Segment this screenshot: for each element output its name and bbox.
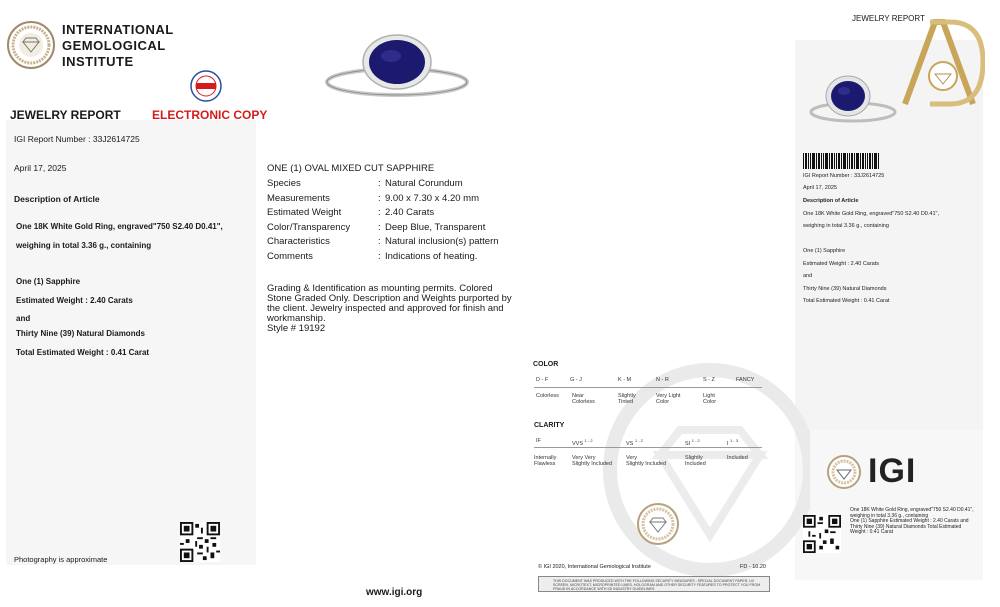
barcode-icon: [803, 153, 881, 169]
report-date: April 17, 2025: [14, 163, 67, 173]
spec-label-species: Species: [267, 178, 301, 189]
igi-seal-small-icon: [636, 502, 680, 546]
grading-line3: the client. Jewelry inspected and approved for finish and: [267, 303, 504, 314]
right-fine-print: [850, 508, 978, 536]
igi-logo-seal-icon: [826, 454, 862, 490]
spec-value-species: Natural Corundum: [385, 178, 463, 189]
description-line1: One 18K White Gold Ring, engraved"750 S2.40 D0.41",: [16, 222, 223, 231]
color-scale-line: [534, 387, 762, 388]
color-desc-very-light-color: Very Light Color: [656, 393, 681, 405]
spec-colon: :: [378, 178, 381, 189]
clarity-grade-vvs: VVS $^{1 - 2}$: [572, 438, 593, 447]
electronic-copy-label: ELECTRONIC COPY: [152, 108, 268, 122]
color-grade-df: D - F: [536, 377, 549, 383]
spec-colon: :: [378, 207, 381, 218]
item1-label: One (1) Sapphire: [16, 277, 81, 286]
qr-code-icon: [180, 522, 220, 562]
org-name-line1: INTERNATIONAL: [62, 22, 174, 37]
fine-print-line3: One (1) Sapphire Estimated Weight : 2.40 Carats and: [850, 518, 969, 525]
color-grade-fancy: FANCY: [736, 377, 755, 383]
and-label: and: [16, 314, 31, 323]
igi-logo-text: IGI: [868, 452, 917, 490]
spec-label-comments: Comments: [267, 251, 313, 262]
spec-label-characteristics: Characteristics: [267, 236, 330, 247]
clarity-grade-vs: VS $^{1 - 2}$: [626, 438, 643, 447]
right-item1: One (1) Sapphire: [803, 248, 846, 254]
right-jewelry-report-title: JEWELRY REPORT: [852, 14, 925, 23]
right-description-heading: Description of Article: [803, 198, 859, 204]
spec-label-color-transparency: Color/Transparency: [267, 222, 351, 233]
clarity-grade-si: SI $^{1 - 2}$: [685, 438, 700, 447]
spec-colon: :: [378, 251, 381, 262]
fine-print-line1: One 18K White Gold Ring, engraved"750 S2.40 D0.41",: [850, 507, 974, 513]
spec-colon: :: [378, 193, 381, 204]
sapphire-ring-image: [325, 30, 470, 100]
clarity-desc-vs: Very Slightly Included: [626, 455, 667, 467]
org-name: [62, 22, 182, 70]
style-number: Style # 19192: [267, 323, 326, 334]
color-desc-light-color: Light Color: [703, 393, 717, 405]
jewelry-report-title: JEWELRY REPORT: [10, 108, 121, 122]
right-description-line2: weighing in total 3.36 g., containing: [803, 223, 889, 229]
security-features-bar: THIS DOCUMENT WAS PRODUCED WITH THE FOLLOWING SECURITY MEASURES : SPECIAL DOCUMENT PAPER, UV SCREEN, MICROTEXT, MICROPRINTED LINES, HOLOGRAM AND OTHER SECURITY FEATURES TO PROTECT YOU FROM FRAUD IN ACCORDANCE WITH IGI INDUSTRY GUIDELINES.: [538, 576, 770, 592]
grading-line4: workmanship.: [267, 313, 326, 324]
fine-print-line2: weighing in total 3.36 g., containing: [850, 512, 929, 519]
igi-logo: [826, 454, 921, 492]
spec-value-estimated-weight: 2.40 Carats: [385, 207, 435, 218]
clarity-desc-vvs: Very Very Slightly Included: [572, 455, 613, 467]
grading-notes: [267, 284, 517, 334]
org-name-line3: INSTITUTE: [62, 54, 134, 69]
right-item2: Thirty Nine (39) Natural Diamonds: [803, 286, 887, 292]
fine-print-line5: Weight : 0.41 Carat: [850, 529, 893, 536]
fine-print-line4: Thirty Nine (39) Natural Diamonds Total Estimated: [850, 523, 962, 530]
spec-value-measurements: 9.00 x 7.30 x 4.20 mm: [385, 193, 479, 204]
description-line2: weighing in total 3.36 g., containing: [16, 241, 152, 250]
right-description-line1: One 18K White Gold Ring, engraved"750 S2.40 D0.41",: [803, 211, 939, 217]
color-desc-near-colorless: Near Colorless: [572, 393, 595, 405]
color-grade-nr: N - R: [656, 377, 669, 383]
form-code: FD - 10.20: [740, 564, 766, 570]
spec-colon: :: [378, 222, 381, 233]
color-grade-km: K - M: [618, 377, 632, 383]
clarity-scale-title: CLARITY: [534, 422, 565, 429]
color-desc-colorless: Colorless: [536, 393, 559, 399]
spec-value-color-transparency: Deep Blue, Transparent: [385, 222, 486, 233]
color-scale-title: COLOR: [533, 361, 559, 368]
item1-weight: Estimated Weight : 2.40 Carats: [16, 296, 133, 305]
report-number: IGI Report Number : 33J2614725: [14, 134, 140, 144]
spec-label-measurements: Measurements: [267, 193, 330, 204]
left-panel-background: [6, 120, 256, 565]
sapphire-ring-thumbnail: [808, 70, 898, 125]
clarity-desc-if: Internally Flawless: [534, 455, 557, 467]
right-qr-code-icon: [803, 515, 841, 553]
right-item2-weight: Total Estimated Weight : 0.41 Carat: [803, 298, 890, 304]
color-grade-sz: S - Z: [703, 377, 715, 383]
clarity-scale-line: [534, 447, 762, 448]
org-name-line2: GEMOLOGICAL: [62, 38, 166, 53]
right-report-date: April 17, 2025: [803, 185, 837, 191]
spec-value-comments: Indications of heating.: [385, 251, 478, 262]
website-link[interactable]: www.igi.org: [366, 587, 423, 598]
grading-line1: Grading & Identification as mounting permits. Colored: [267, 283, 493, 294]
clarity-desc-i: Included: [727, 455, 748, 461]
copyright-text: © IGI 2020, International Gemological Institute: [538, 564, 651, 570]
color-grade-gj: G - J: [570, 377, 582, 383]
spec-label-estimated-weight: Estimated Weight: [267, 207, 342, 218]
item2-weight: Total Estimated Weight : 0.41 Carat: [16, 348, 150, 357]
spec-value-characteristics: Natural inclusion(s) pattern: [385, 236, 499, 247]
grading-line2: Stone Graded Only. Description and Weights purported by: [267, 293, 512, 304]
electronic-copy-stamp-icon: [190, 70, 222, 102]
clarity-desc-si: Slightly Included: [685, 455, 706, 467]
item2-label: Thirty Nine (39) Natural Diamonds: [16, 329, 145, 338]
clarity-grade-i: I $^{1 - 3}$: [727, 438, 739, 447]
photography-note: Photography is approximate: [14, 555, 108, 564]
right-item1-weight: Estimated Weight : 2.40 Carats: [803, 261, 880, 267]
color-desc-slightly-tinted: Slightly Tinted: [618, 393, 636, 405]
right-report-number: IGI Report Number : 33J2614725: [803, 173, 885, 179]
igi-seal-logo: [6, 20, 56, 70]
gold-monogram-logo: [895, 14, 985, 109]
right-and: and: [803, 273, 813, 279]
description-heading: Description of Article: [14, 194, 100, 204]
spec-colon: :: [378, 236, 381, 247]
stone-heading: ONE (1) OVAL MIXED CUT SAPPHIRE: [267, 163, 435, 174]
clarity-grade-if: IF: [536, 438, 541, 444]
